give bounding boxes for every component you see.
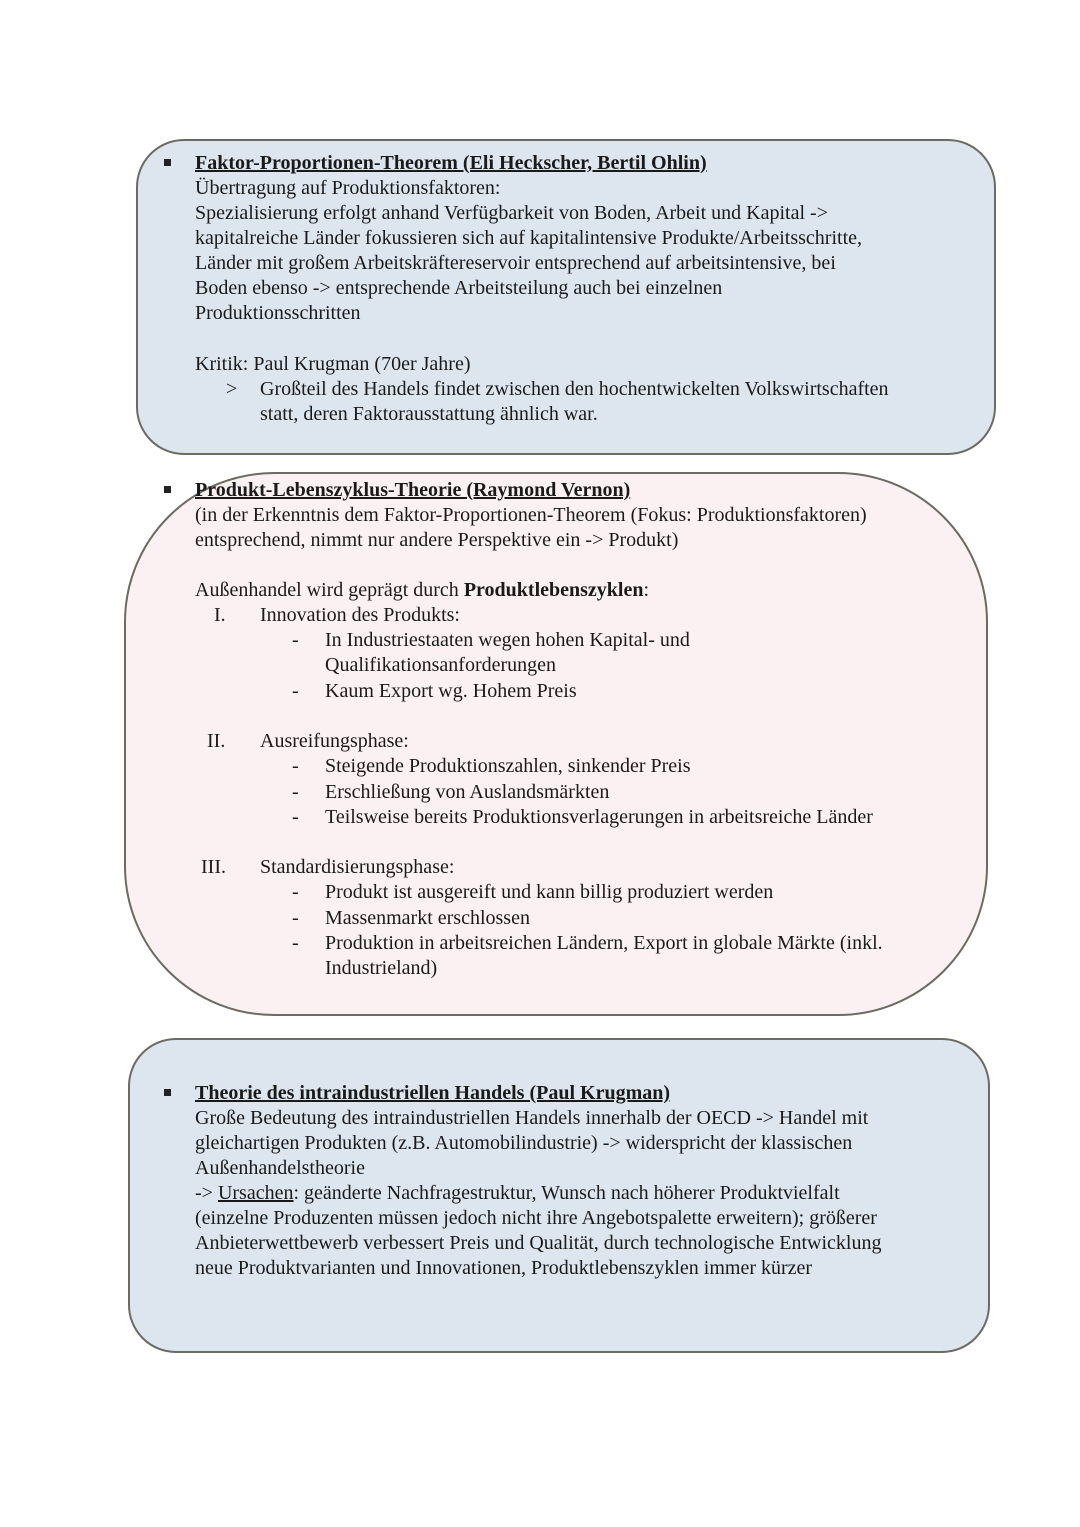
square-bullet-icon xyxy=(164,1089,171,1096)
section-title: Faktor-Proportionen-Theorem (Eli Heckscher, Bertil Ohlin) xyxy=(195,152,707,174)
body-line: Produktionsschritten xyxy=(195,302,361,324)
dash-bullet: - xyxy=(292,932,299,954)
arrow-marker-icon: > xyxy=(226,378,238,400)
phase-item: Teilsweise bereits Produktionsverlagerungen in arbeitsreiche Länder xyxy=(325,806,873,828)
lead-text: Außenhandel wird geprägt durch xyxy=(195,579,464,601)
phase-item: Qualifikationsanforderungen xyxy=(325,654,557,676)
causes-line xyxy=(195,1181,840,1206)
dash-bullet: - xyxy=(292,629,299,651)
body-line: Boden ebenso -> entsprechende Arbeitsteilung auch bei einzelnen xyxy=(195,277,723,299)
phase-item: In Industriestaaten wegen hohen Kapital- und xyxy=(325,629,690,651)
body-line: gleichartigen Produkten (z.B. Automobilindustrie) -> widerspricht der klassischen xyxy=(195,1132,853,1154)
body-line: kapitalreiche Länder fokussieren sich auf kapitalintensive Produkte/Arbeitsschritte, xyxy=(195,227,863,249)
square-bullet-icon xyxy=(164,159,171,166)
phase-item: Kaum Export wg. Hohem Preis xyxy=(325,680,577,702)
phase-numeral: I. xyxy=(214,604,226,626)
phase-numeral: II. xyxy=(207,730,226,752)
causes-text: : geänderte Nachfragestruktur, Wunsch nach höherer Produktvielfalt xyxy=(293,1182,840,1204)
body-line: (einzelne Produzenten müssen jedoch nicht ihre Angebotspalette erweitern); größerer xyxy=(195,1207,877,1229)
body-line: Länder mit großem Arbeitskräftereservoir entsprechend auf arbeitsintensive, bei xyxy=(195,252,836,274)
phase-item: Massenmarkt erschlossen xyxy=(325,907,530,929)
dash-bullet: - xyxy=(292,806,299,828)
square-bullet-icon xyxy=(164,486,171,493)
dash-bullet: - xyxy=(292,781,299,803)
causes-prefix: -> xyxy=(195,1182,218,1204)
phase-item: Erschließung von Auslandsmärkten xyxy=(325,781,610,803)
lead-bold: Produktlebenszyklen xyxy=(463,579,644,601)
body-line: Spezialisierung erfolgt anhand Verfügbarkeit von Boden, Arbeit und Kapital -> xyxy=(195,202,828,224)
phase-item: Produktion in arbeitsreichen Ländern, Export in globale Märkte (inkl. xyxy=(325,932,883,954)
lead-line xyxy=(195,578,649,603)
section-title: Theorie des intraindustriellen Handels (Paul Krugman) xyxy=(195,1082,671,1104)
critique-line: statt, deren Faktorausstattung ähnlich war. xyxy=(260,403,598,425)
phase-label: Ausreifungsphase: xyxy=(260,730,409,752)
intro-line: entsprechend, nimmt nur andere Perspektive ein -> Produkt) xyxy=(195,529,679,551)
intro-line: (in der Erkenntnis dem Faktor-Proportionen-Theorem (Fokus: Produktionsfaktoren) xyxy=(195,504,867,526)
phase-item: Industrieland) xyxy=(325,957,438,979)
critique-label: Kritik: Paul Krugman (70er Jahre) xyxy=(195,353,471,375)
phase-label: Standardisierungsphase: xyxy=(260,856,455,878)
dash-bullet: - xyxy=(292,755,299,777)
body-line: Große Bedeutung des intraindustriellen Handels innerhalb der OECD -> Handel mit xyxy=(195,1107,869,1129)
body-line: neue Produktvarianten und Innovationen, Produktlebenszyklen immer kürzer xyxy=(195,1257,813,1279)
phase-item: Steigende Produktionszahlen, sinkender Preis xyxy=(325,755,691,777)
phase-numeral: III. xyxy=(201,856,226,878)
dash-bullet: - xyxy=(292,680,299,702)
body-line: Anbieterwettbewerb verbessert Preis und Qualität, durch technologische Entwicklung xyxy=(195,1232,882,1254)
phase-label: Innovation des Produkts: xyxy=(260,604,460,626)
dash-bullet: - xyxy=(292,881,299,903)
critique-line: Großteil des Handels findet zwischen den hochentwickelten Volkswirtschaften xyxy=(260,378,889,400)
lead-colon: : xyxy=(643,579,650,601)
body-line: Übertragung auf Produktionsfaktoren: xyxy=(195,177,501,199)
body-line: Außenhandelstheorie xyxy=(195,1157,365,1179)
phase-item: Produkt ist ausgereift und kann billig produziert werden xyxy=(325,881,774,903)
causes-label: Ursachen xyxy=(217,1182,294,1204)
dash-bullet: - xyxy=(292,907,299,929)
section-title: Produkt-Lebenszyklus-Theorie (Raymond Vernon) xyxy=(195,479,631,501)
